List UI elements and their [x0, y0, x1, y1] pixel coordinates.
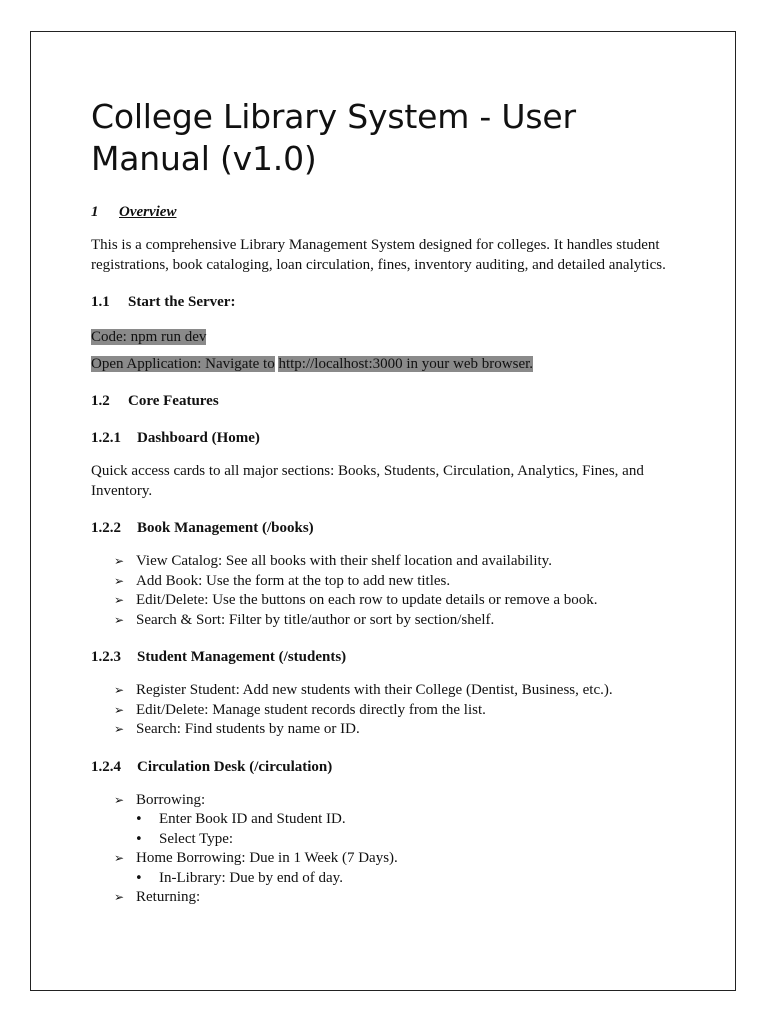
heading-text: Overview	[119, 204, 177, 220]
list-item: ➢ Edit/Delete: Use the buttons on each row to update details or remove a book.	[91, 591, 681, 611]
open-application-text: Open Application: Navigate to	[91, 356, 275, 372]
heading-text: Student Management (/students)	[137, 649, 347, 665]
list-item: ➢ Home Borrowing: Due in 1 Week (7 Days).	[91, 849, 681, 869]
list-item: ➢ Borrowing:	[91, 791, 681, 811]
heading-number: 1.2.4	[91, 758, 121, 775]
heading-student-management	[91, 647, 681, 667]
document-page	[30, 31, 736, 991]
sub-list-item: • In-Library: Due by end of day.	[91, 869, 681, 889]
code-command-line	[91, 328, 681, 347]
arrow-bullet-icon: ➢	[114, 554, 125, 568]
book-management-list	[91, 552, 681, 630]
heading-text: Core Features	[128, 393, 219, 409]
heading-overview	[91, 202, 681, 222]
heading-number: 1	[91, 204, 99, 220]
list-item: ➢ Search & Sort: Filter by title/author or sort by section/shelf.	[91, 611, 681, 631]
student-management-list	[91, 681, 681, 740]
arrow-bullet-icon: ➢	[114, 593, 125, 607]
dashboard-paragraph: Quick access cards to all major sections: Books, Students, Circulation, Analytics, Fines, and Inventory.	[91, 463, 644, 499]
heading-number: 1.2	[91, 393, 110, 409]
document-content	[91, 96, 681, 908]
localhost-url: http://localhost:3000 in your web browser.	[278, 356, 534, 372]
list-item: ➢ View Catalog: See all books with their shelf location and availability.	[91, 552, 681, 572]
heading-number: 1.2.2	[91, 520, 121, 536]
arrow-bullet-icon: ➢	[114, 851, 125, 865]
circulation-list	[91, 791, 681, 908]
heading-text: Book Management (/books)	[137, 520, 314, 536]
document-title: College Library System - User Manual (v1.0)	[91, 97, 576, 178]
open-application-line	[91, 355, 681, 374]
heading-number: 1.2.3	[91, 649, 121, 665]
heading-circulation-desk	[91, 757, 681, 777]
dot-bullet-icon: •	[135, 812, 143, 827]
arrow-bullet-icon: ➢	[114, 573, 125, 588]
arrow-bullet-icon: ➢	[114, 702, 125, 717]
list-item: ➢ Add Book: Use the form at the top to add new titles.	[91, 572, 681, 592]
heading-core-features	[91, 391, 681, 411]
heading-start-server	[91, 292, 681, 312]
list-item: ➢ Search: Find students by name or ID.	[91, 720, 681, 740]
dot-bullet-icon: •	[135, 831, 143, 847]
heading-book-management	[91, 518, 681, 538]
heading-dashboard	[91, 428, 681, 448]
arrow-bullet-icon: ➢	[114, 612, 125, 627]
arrow-bullet-icon: ➢	[114, 890, 125, 904]
code-command: Code: npm run dev	[91, 329, 207, 345]
overview-paragraph: This is a comprehensive Library Management System designed for colleges. It handles student registrations, book cataloging, loan circulation, fines, inventory auditing, and detailed analytics.	[91, 237, 666, 273]
arrow-bullet-icon: ➢	[114, 722, 125, 736]
arrow-bullet-icon: ➢	[114, 792, 125, 807]
sub-list-item: • Select Type:	[91, 830, 681, 850]
list-item: ➢ Register Student: Add new students with their College (Dentist, Business, etc.).	[91, 681, 681, 701]
list-item: ➢ Returning:	[91, 888, 681, 908]
list-item: ➢ Edit/Delete: Manage student records directly from the list.	[91, 701, 681, 721]
heading-number: 1.2.1	[91, 430, 121, 446]
heading-number: 1.1	[91, 294, 110, 310]
dot-bullet-icon: •	[135, 870, 143, 886]
heading-text: Circulation Desk (/circulation)	[137, 758, 333, 775]
arrow-bullet-icon: ➢	[114, 683, 125, 697]
heading-text: Start the Server:	[128, 294, 236, 310]
heading-text: Dashboard (Home)	[137, 430, 260, 446]
sub-list-item: • Enter Book ID and Student ID.	[91, 810, 681, 830]
